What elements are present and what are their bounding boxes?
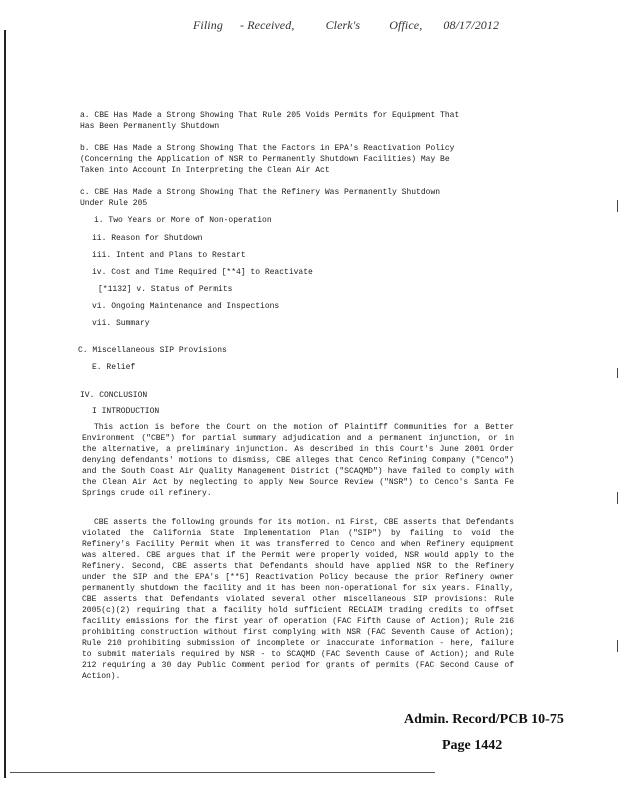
outline-item-c-continued: Under Rule 205 xyxy=(80,199,148,208)
outline-subitem: vi. Ongoing Maintenance and Inspections xyxy=(92,302,280,311)
outline-item-a: a. CBE Has Made a Strong Showing That Rule 205 Voids Permits for Equipment That xyxy=(80,111,460,120)
filing-header xyxy=(193,18,499,33)
received-label: - Received, xyxy=(240,18,295,32)
outline-item-b-continued: Taken into Account In Interpreting the Clean Air Act xyxy=(80,166,330,175)
paragraph-grounds: CBE asserts the following grounds for its motion. n1 First, CBE asserts that Defendants violated the California State Implementation Plan ("SIP") by failing to void the Refinery's Facility Permit when it was transferred to Cenco and when Refinery equipment was altered. CBE argues that if the Permit were properly voided, NSR would apply to the Refinery. Second, CBE asserts that Defendants should have applied NSR to the Refinery under the SIP and the EPA's [**5] Reactivation Policy because the prior Refinery owner permanently shutdown the facility and it has been non-operational for six years. Finally, CBE asserts that Defendants violated several other miscellaneous SIP provisions: Rule 2005(c)(2) requiring that a facility hold sufficient RECLAIM trading credits to offset facility emissions for the first year of operation (FAC Fifth Cause of Action); Rule 216 prohibiting construction without first complying with NSR (FAC Seventh Cause of Action); Rule 210 prohibiting submission of incomplete or inaccurate information - here, failure to submit materials required by NSR - to SCAQMD (FAC Seventh Cause of Action); and Rule 212 requiring a 30 day Public Comment period for grants of permits (FAC Second Cause of Action). xyxy=(82,518,514,681)
bottom-rule xyxy=(10,772,435,773)
outline-subitem: ii. Reason for Shutdown xyxy=(92,234,203,243)
outline-subitem: [*1132] v. Status of Permits xyxy=(98,285,233,294)
filing-date: 08/17/2012 xyxy=(443,18,500,32)
outline-subitem: iii. Intent and Plans to Restart xyxy=(92,251,246,260)
outline-subitem: iv. Cost and Time Required [**4] to Reactivate xyxy=(92,268,313,277)
section-heading-introduction: I INTRODUCTION xyxy=(92,407,160,416)
right-edge-mark xyxy=(617,640,618,652)
outline-item-a-continued: Has Been Permanently Shutdown xyxy=(80,122,220,131)
outline-item-misc: C. Miscellaneous SIP Provisions xyxy=(78,346,227,355)
outline-subitem: i. Two Years or More of Non-operation xyxy=(94,216,272,225)
right-edge-mark xyxy=(617,492,618,504)
right-edge-mark xyxy=(617,368,618,378)
office-label: Office, xyxy=(389,18,423,32)
filing-label: Filing xyxy=(193,18,223,32)
outline-item-b-continued: (Concerning the Application of NSR to Permanently Shutdown Facilities) May Be xyxy=(80,155,450,164)
outline-item-relief: E. Relief xyxy=(92,363,136,372)
left-page-border xyxy=(4,30,6,778)
admin-record-stamp: Admin. Record/PCB 10-75 xyxy=(404,712,564,727)
paragraph-introduction: This action is before the Court on the motion of Plaintiff Communities for a Better Environment ("CBE") for partial summary adjudication and a permanent injunction, or in the alternative, a preliminary injunction. As described in this Court's June 2001 Order denying defendants' motions to dismiss, CBE alleges that Cenco Refining Company ("Cenco") and the South Coast Air Quality Management District ("SCAQMD") have failed to comply with the Clean Air Act by neglecting to apply New Source Review ("NSR") to Cenco's Santa Fe Springs crude oil refinery. xyxy=(82,423,514,498)
outline-subitem: vii. Summary xyxy=(92,319,150,328)
right-edge-mark xyxy=(617,200,618,212)
clerks-label: Clerk's xyxy=(325,18,361,32)
outline-item-c: c. CBE Has Made a Strong Showing That the Refinery Was Permanently Shutdown xyxy=(80,188,441,197)
outline-item-b: b. CBE Has Made a Strong Showing That the Factors in EPA's Reactivation Policy xyxy=(80,144,455,153)
outline-item-conclusion: IV. CONCLUSION xyxy=(80,391,148,400)
page-number-stamp: Page 1442 xyxy=(442,738,503,753)
